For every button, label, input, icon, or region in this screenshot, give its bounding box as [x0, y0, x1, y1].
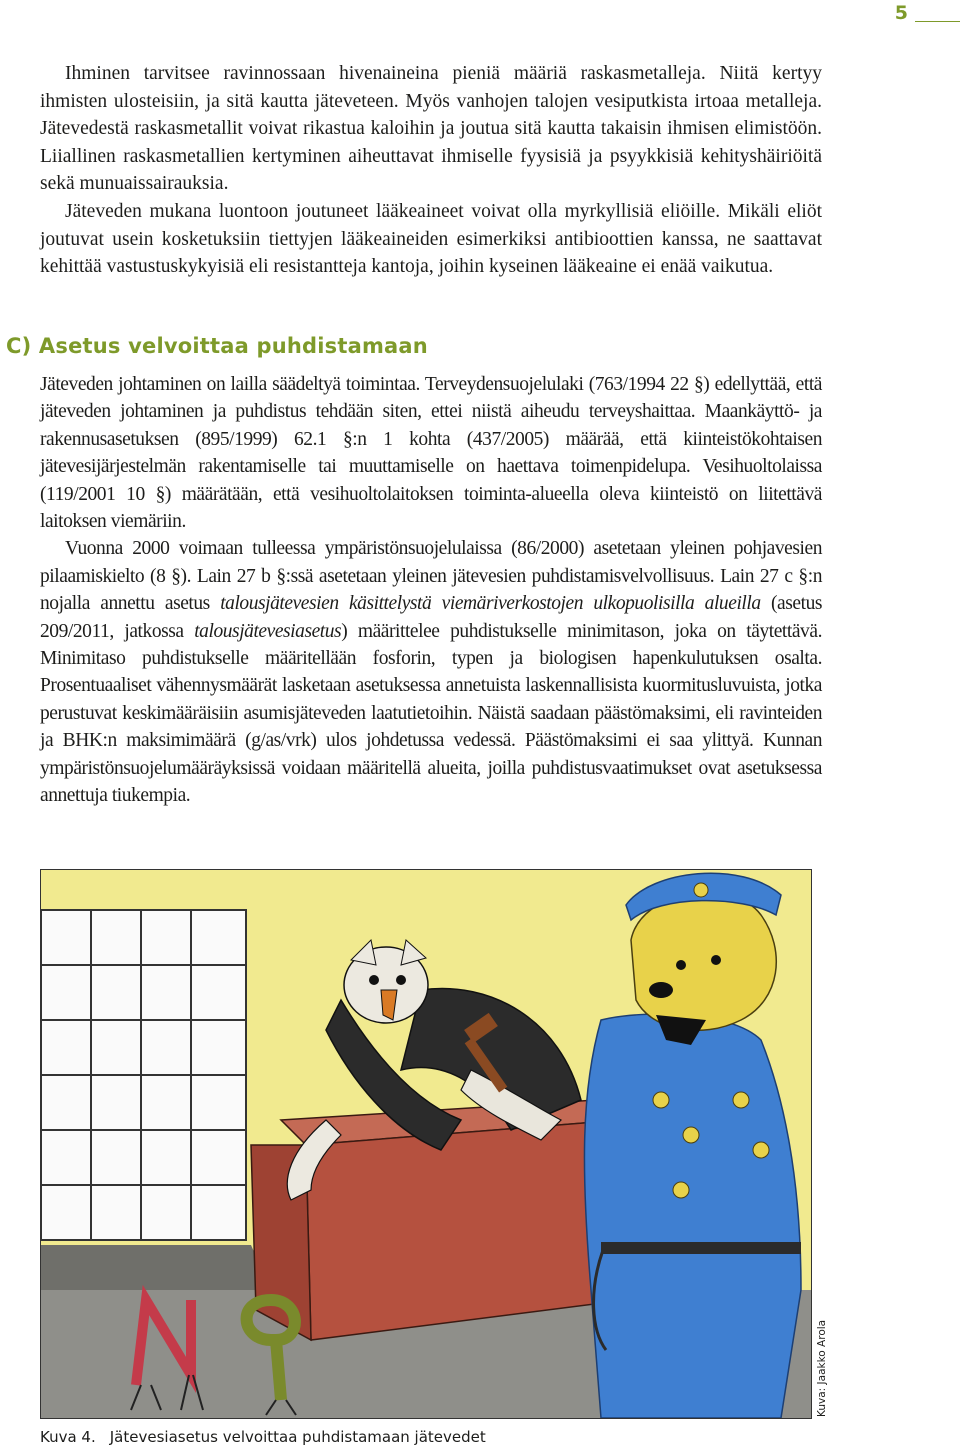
window-grid	[41, 910, 246, 1240]
italic-decree-title: talousjätevesien käsittelystä viemäriverkostojen ulkopuolisilla alueilla	[220, 593, 761, 615]
cap-badge	[694, 883, 708, 897]
belt	[601, 1242, 801, 1254]
paragraph-legislation: Jäteveden johtaminen on lailla säädeltyä toimintaa. Terveydensuojelulaki (763/1994 22 §) edellyttää, että jäteveden johtaminen ja puhdistus tehdään siten, ettei niistä aiheudu terveyshaittaa. Maankäyttö- ja rakennusasetuksen (895/1999) 62.1 §:n 1 kohta (437/2005) määrää, että kiinteistökohtaisen jätevesijärjestelmän rakentamiselle tai muuttamiselle on haettava toimenpidelupa. Vesihuoltolaissa (119/2001 10 §) määrätään, että vesihuoltolaitoksen toiminta-alueella oleva kiinteistö on liitettävä laitoksen viemäriin.	[40, 374, 822, 533]
text-run: Vuonna 2000 voimaan tulleessa ympäristönsuojelulaissa (86/2000) asetetaan yleinen pohjavesien pilaamiskielto (8 §). Lain 27 b §:ssä asetetaan yleinen jätevesien puhdistamisvelvollisuus. Lain 27 c §:n nojalla annettu asetus	[40, 538, 822, 615]
page-number: 5	[894, 2, 908, 24]
intro-text-block	[40, 60, 822, 281]
italic-decree-short: talousjätevesiasetus	[194, 620, 342, 642]
caption-label: Kuva 4.	[40, 1428, 96, 1446]
section-heading: C) Asetus velvoittaa puhdistamaan	[6, 334, 428, 358]
header-rule	[915, 21, 960, 22]
text-run: (asetus 209/2011, jatkossa	[40, 593, 823, 642]
drawing-illustration	[41, 870, 811, 1418]
paragraph-heavy-metals: Ihminen tarvitsee ravinnossaan hivenaineina pieniä määriä raskasmetalleja. Niitä kertyy ihmisten ulosteisiin, ja sitä kautta jäteveteen. Myös vanhojen talojen vesiputkista irtoaa metalleja. Jätevedestä raskasmetallit voivat rikastua kaloihin ja joutua sitä kautta takaisin ihmisen elimistöön. Liiallinen raskasmetallien kertyminen aiheuttavat ihmiselle fyysisiä ja psyykkisiä kehityshäiriöitä sekä munuaissairauksia.	[40, 63, 822, 195]
paragraph-environment-law	[40, 535, 822, 809]
caption-text: Jätevesiasetus velvoittaa puhdistamaan jätevedet	[109, 1428, 486, 1446]
paragraph-pharmaceuticals: Jäteveden mukana luontoon joutuneet lääkeaineet voivat olla myrkyllisiä eliöille. Mikäli eliöt joutuvat usein kosketuksiin tiettyjen lääkeaineiden esimerkiksi antibioottien kanssa, ne saattavat kehittää vastustuskykyisiä eli resistantteja kantoja, joihin kyseinen lääkeaine ei enää vaikutua.	[40, 200, 822, 278]
section-c-text-block	[40, 371, 822, 810]
courtroom-drawing	[40, 869, 812, 1419]
floor-shadow	[41, 1245, 271, 1290]
text-run: ) määrittelee puhdistukselle minimitason, joka on täytettävä. Minimitaso puhdistukselle määritellään fosforin, typen ja biologisen hapenkulutuksen osalta. Prosentuaaliset vähennysmäärät lasketaan asetuksessa annetuista laskennallisista kuormitusluvuista, jotka perustuvat keskimääräisiin asumisjäteveden laatutietoihin. Näistä saadaan päästömaksimi, eli ravinteiden ja BHK:n maksimimäärä (g/as/vrk) ulos johdetussa vedessä. Päästömaksimi ei saa ylittyä. Kunnan ympäristönsuojelumääräyksissä voidaan määritellä alueita, joilla puhdistusvaatimukset ovat asetuksessa annettuja tiukempia.	[40, 620, 822, 807]
figure-caption	[40, 1428, 486, 1446]
photo-credit: Kuva: Jaakko Arola	[816, 1319, 828, 1417]
